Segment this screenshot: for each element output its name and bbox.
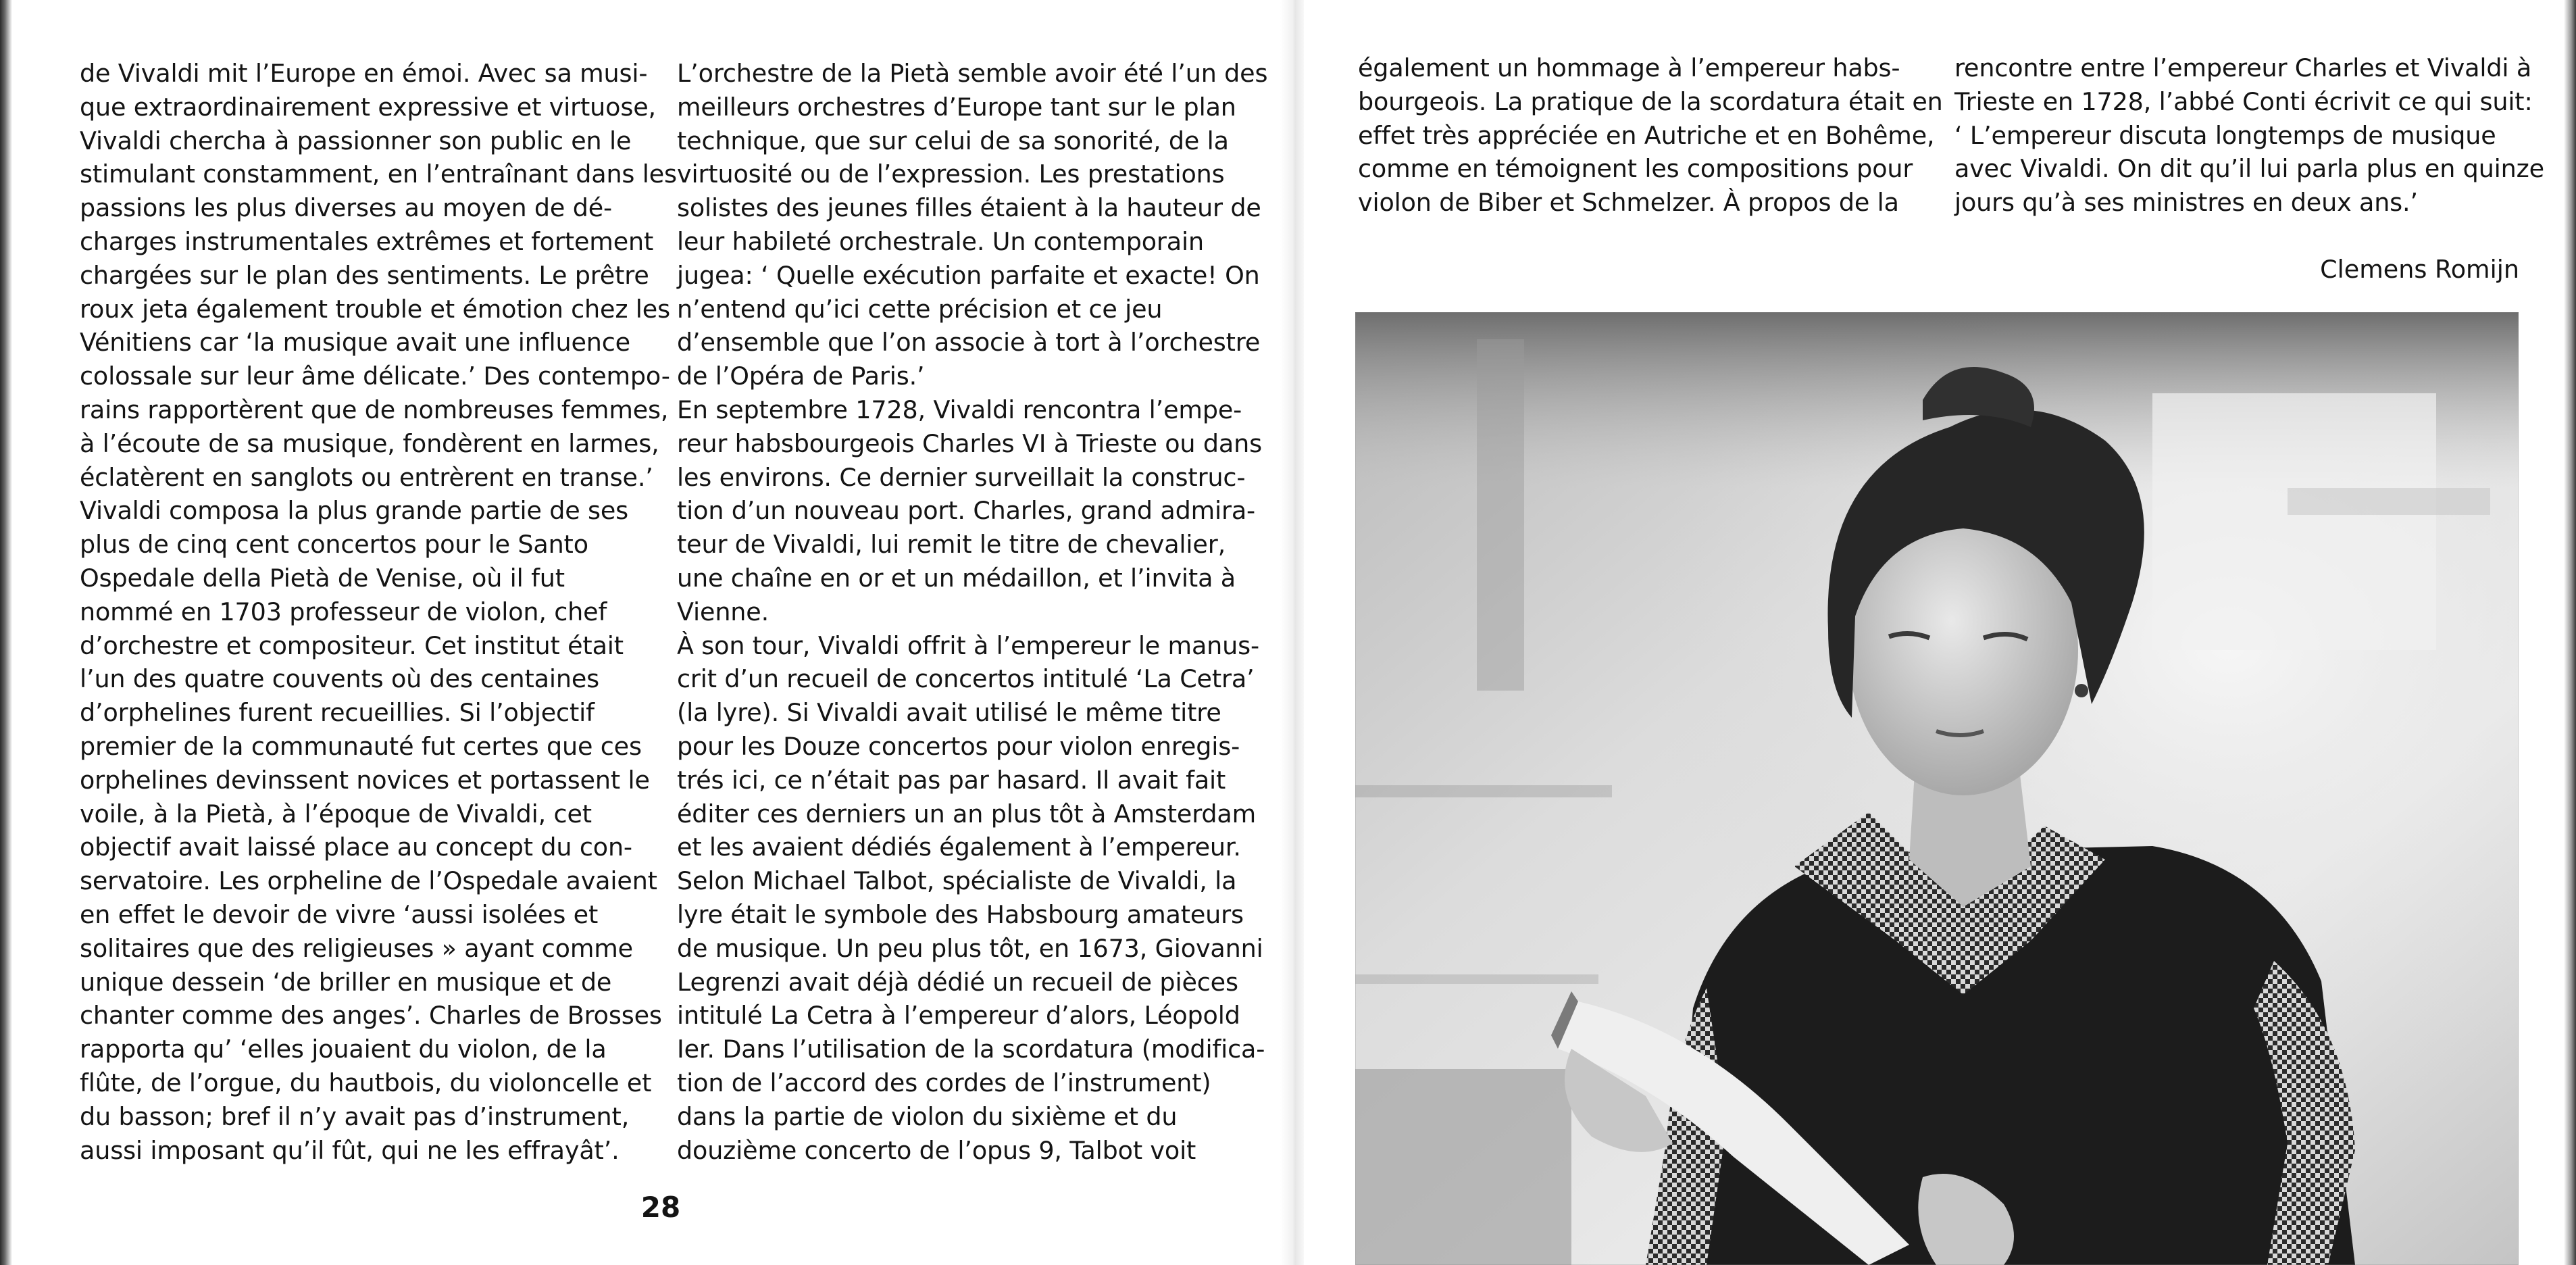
- text-line: jugea: ‘ Quelle exécution parfaite et exacte! On: [677, 260, 1260, 290]
- text-line: ‘ L’empereur discuta longtemps de musique: [1954, 120, 2496, 150]
- text-line: roux jeta également trouble et émotion chez les: [80, 294, 670, 324]
- text-line: de l’Opéra de Paris.’: [677, 362, 925, 391]
- text-line: d’ensemble que l’on associe à tort à l’orchestre: [677, 328, 1261, 357]
- text-line: intitulé La Cetra à l’empereur d’alors, Léopold: [677, 1001, 1240, 1031]
- text-line: à l’écoute de sa musique, fondèrent en larmes,: [80, 428, 659, 458]
- text-line: éclatèrent en sanglots ou entrèrent en transe.’: [80, 462, 653, 492]
- text-line: solitaires que des religieuses » ayant comme: [80, 933, 633, 963]
- text-line: rencontre entre l’empereur Charles et Vivaldi à: [1954, 53, 2532, 82]
- text-line: (la lyre). Si Vivaldi avait utilisé le même titre: [677, 698, 1221, 728]
- author-signature: Clemens Romijn: [2320, 255, 2519, 284]
- text-line: Vénitiens car ‘la musique avait une influence: [80, 328, 630, 357]
- text-line: premier de la communauté fut certes que ces: [80, 731, 642, 761]
- text-line: effet très appréciée en Autriche et en Bohême,: [1358, 120, 1935, 150]
- text-line: tion de l’accord des cordes de l’instrument): [677, 1068, 1211, 1097]
- text-line: reur habsbourgeois Charles VI à Trieste ou dans: [677, 428, 1262, 458]
- book-gutter: [1280, 0, 1307, 1265]
- text-line: de Vivaldi mit l’Europe en émoi. Avec sa musi-: [80, 59, 648, 88]
- text-line: tion d’un nouveau port. Charles, grand admira-: [677, 496, 1256, 526]
- text-line: les environs. Ce dernier surveillait la construc-: [677, 462, 1246, 492]
- text-line: passions les plus diverses au moyen de dé-: [80, 193, 613, 223]
- text-line: L’orchestre de la Pietà semble avoir été l’un des: [677, 59, 1268, 88]
- text-line: dans la partie de violon du sixième et du: [677, 1101, 1178, 1131]
- text-line: chargées sur le plan des sentiments. Le prêtre: [80, 260, 649, 290]
- text-line: flûte, de l’orgue, du hautbois, du violoncelle et: [80, 1068, 652, 1097]
- text-line: n’entend qu’ici cette précision et ce jeu: [677, 294, 1163, 324]
- text-line: Vivaldi chercha à passionner son public en le: [80, 126, 632, 155]
- text-line: unique dessein ‘de briller en musique et de: [80, 967, 612, 997]
- text-line: virtuosité ou de l’expression. Les prestations: [677, 159, 1225, 189]
- text-line: douzième concerto de l’opus 9, Talbot voit: [677, 1135, 1196, 1165]
- text-line: objectif avait laissé place au concept du con-: [80, 833, 632, 862]
- text-column-1: [80, 57, 677, 1167]
- text-column-3: [1358, 51, 1943, 220]
- text-line: et les avaient dédiés également à l’empereur.: [677, 833, 1241, 862]
- text-line: solistes des jeunes filles étaient à la hauteur de: [677, 193, 1261, 223]
- text-line: colossale sur leur âme délicate.’ Des contempo-: [80, 362, 670, 391]
- text-line: chanter comme des anges’. Charles de Brosses: [80, 1001, 662, 1031]
- text-line: Vivaldi composa la plus grande partie de ses: [80, 496, 629, 526]
- text-line: Ier. Dans l’utilisation de la scordatura (modifica-: [677, 1035, 1265, 1064]
- text-line: bourgeois. La pratique de la scordatura était en: [1358, 86, 1943, 116]
- text-line: crit d’un recueil de concertos intitulé ‘La Cetra’: [677, 664, 1255, 694]
- text-line: pour les Douze concertos pour violon enregis-: [677, 731, 1240, 761]
- text-column-4: [1954, 51, 2544, 220]
- text-line: également un hommage à l’empereur habs-: [1358, 53, 1900, 82]
- text-line: voile, à la Pietà, à l’époque de Vivaldi, cet: [80, 799, 592, 828]
- scan-edge-left: [0, 0, 12, 1265]
- text-line: Legrenzi avait déjà dédié un recueil de pièces: [677, 967, 1238, 997]
- text-line: violon de Biber et Schmelzer. À propos de la: [1358, 188, 1899, 218]
- text-line: Trieste en 1728, l’abbé Conti écrivit ce qui suit:: [1954, 86, 2533, 116]
- text-line: charges instrumentales extrêmes et fortement: [80, 226, 654, 256]
- left-page: [0, 0, 1284, 1265]
- text-line: À son tour, Vivaldi offrit à l’empereur le manus-: [677, 630, 1260, 660]
- text-line: en effet le devoir de vivre ‘aussi isolées et: [80, 899, 599, 929]
- text-line: servatoire. Les orpheline de l’Ospedale avaient: [80, 866, 657, 896]
- violinist-photo: [1355, 312, 2519, 1265]
- text-line: une chaîne en or et un médaillon, et l’invita à: [677, 563, 1236, 593]
- text-line: stimulant constamment, en l’entraînant dans les: [80, 159, 677, 189]
- text-line: En septembre 1728, Vivaldi rencontra l’empe-: [677, 395, 1242, 424]
- text-line: aussi imposant qu’il fût, qui ne les effrayât’.: [80, 1135, 620, 1165]
- text-line: du basson; bref il n’y avait pas d’instrument,: [80, 1101, 630, 1131]
- text-line: éditer ces derniers un an plus tôt à Amsterdam: [677, 799, 1257, 828]
- text-line: Ospedale della Pietà de Venise, où il fut: [80, 563, 565, 593]
- text-line: jours qu’à ses ministres en deux ans.’: [1954, 188, 2418, 218]
- text-column-2: [677, 57, 1268, 1167]
- text-line: rains rapportèrent que de nombreuses femmes,: [80, 395, 669, 424]
- text-line: technique, que sur celui de sa sonorité, de la: [677, 126, 1229, 155]
- scan-edge-right: [2564, 0, 2576, 1265]
- text-line: de musique. Un peu plus tôt, en 1673, Giovanni: [677, 933, 1263, 963]
- text-line: Selon Michael Talbot, spécialiste de Vivaldi, la: [677, 866, 1237, 896]
- text-line: trés ici, ce n’était pas par hasard. Il avait fait: [677, 765, 1226, 795]
- text-line: rapporta qu’ ‘elles jouaient du violon, de la: [80, 1035, 607, 1064]
- text-line: teur de Vivaldi, lui remit le titre de chevalier,: [677, 530, 1226, 560]
- text-line: nommé en 1703 professeur de violon, chef: [80, 597, 607, 626]
- text-line: meilleurs orchestres d’Europe tant sur le plan: [677, 92, 1236, 122]
- text-line: plus de cinq cent concertos pour le Santo: [80, 530, 588, 560]
- text-line: Vienne.: [677, 597, 769, 626]
- text-line: orphelines devinssent novices et portassent le: [80, 765, 650, 795]
- text-line: leur habileté orchestrale. Un contemporain: [677, 226, 1204, 256]
- photo-illustration: [1355, 312, 2519, 1265]
- text-line: d’orchestre et compositeur. Cet institut était: [80, 630, 624, 660]
- page-number: 28: [640, 1191, 681, 1224]
- text-line: d’orphelines furent recueillies. Si l’objectif: [80, 698, 595, 728]
- text-line: que extraordinairement expressive et virtuose,: [80, 92, 656, 122]
- text-line: l’un des quatre couvents où des centaines: [80, 664, 599, 694]
- text-line: lyre était le symbole des Habsbourg amateurs: [677, 899, 1244, 929]
- text-line: avec Vivaldi. On dit qu’il lui parla plus en quinze: [1954, 154, 2544, 184]
- text-line: comme en témoignent les compositions pour: [1358, 154, 1913, 184]
